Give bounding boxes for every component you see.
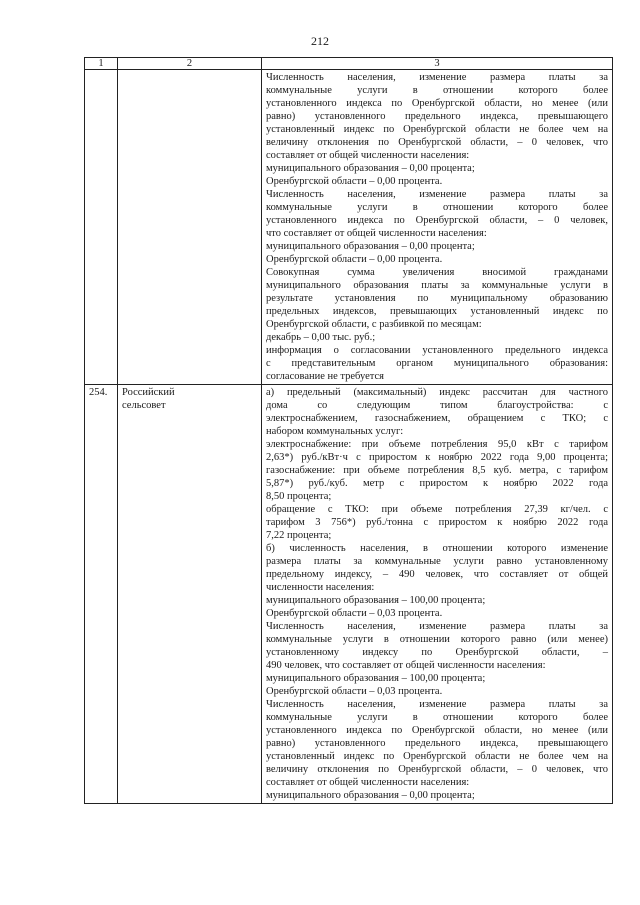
- description-line: размера платы за коммунальные услуги равно установленному: [266, 556, 608, 567]
- description-line: муниципального образования – 100,00 процента;: [266, 673, 486, 684]
- description-line: Оренбургской области – 0,03 процента.: [266, 686, 443, 697]
- description-line: 5,87*) руб./куб. метр с приростом к ноябрю 2022 года: [266, 478, 608, 489]
- description-line: величину отклонения по Оренбургской области, – 0 человек, что: [266, 137, 608, 148]
- row-number-cell: [85, 70, 118, 385]
- table-row: [85, 70, 613, 385]
- table-header-row: [85, 58, 613, 70]
- description-line: газоснабжение: при объеме потребления 8,5 куб. метра, с тарифом: [266, 465, 608, 476]
- row-number-cell: [85, 385, 118, 804]
- description-line: 2,63*) руб./кВт·ч с приростом к ноябрю 2022 года 9,00 процента;: [266, 452, 608, 463]
- description-line: набором коммунальных услуг:: [266, 426, 404, 437]
- description-line: что составляет от общей численности населения:: [266, 228, 487, 239]
- description-line: Численность населения, изменение размера платы за: [266, 621, 608, 632]
- description-line: величину отклонения по Оренбургской области, – 0 человек, что: [266, 764, 608, 775]
- description-line: а) предельный (максимальный) индекс рассчитан для частного: [266, 387, 608, 398]
- description-line: муниципального образования – 100,00 процента;: [266, 595, 486, 606]
- index-description-cell: [262, 70, 613, 385]
- description-line: результате установления по муниципальному образованию: [266, 293, 608, 304]
- description-line: равно) установленного предельного индекса, превышающего: [266, 738, 608, 749]
- description-line: декабрь – 0,00 тыс. руб.;: [266, 332, 376, 343]
- municipality-name-cell: [118, 385, 262, 804]
- description-line: электроснабжением, газоснабжением, обращением с ТКО; с: [266, 413, 608, 424]
- municipality-name-cell: [118, 70, 262, 385]
- description-line: Оренбургской области – 0,00 процента.: [266, 254, 443, 265]
- description-line: установленный индекс по Оренбургской области не более чем на: [266, 751, 608, 762]
- table-row: [85, 385, 613, 804]
- page-number: 212: [311, 34, 329, 48]
- description-line: коммунальные услуги в отношении которого более: [266, 712, 608, 723]
- description-line: установленному индексу по Оренбургской области, –: [266, 647, 608, 658]
- description-line: Оренбургской области, с разбивкой по месяцам:: [266, 319, 482, 330]
- description-line: муниципального образования – 0,00 процента;: [266, 790, 475, 801]
- description-line: 490 человек, что составляет от общей численности населения:: [266, 660, 546, 671]
- description-line: тарифом 3 756*) руб./тонна с приростом к ноябрю 2022 года: [266, 517, 608, 528]
- description-line: коммунальные услуги в отношении которого равно (или менее): [266, 634, 608, 645]
- header-col-3: 3: [262, 58, 613, 70]
- description-line: Численность населения, изменение размера платы за: [266, 72, 608, 83]
- municipality-index-table: [84, 57, 613, 804]
- description-line: коммунальные услуги в отношении которого более: [266, 85, 608, 96]
- description-line: с представительным органом муниципального образования:: [266, 358, 608, 369]
- municipality-name-line: сельсовет: [122, 400, 166, 411]
- description-line: обращение с ТКО: при объеме потребления 27,39 кг/чел. с: [266, 504, 608, 515]
- description-line: равно) установленного предельного индекса, превышающего: [266, 111, 608, 122]
- municipality-name-line: Российский: [122, 387, 175, 398]
- description-line: информация о согласовании установленного предельного индекса: [266, 345, 608, 356]
- description-line: 7,22 процента;: [266, 530, 332, 541]
- description-line: установленного индекса по Оренбургской области, – 0 человек,: [266, 215, 608, 226]
- description-line: Оренбургской области – 0,03 процента.: [266, 608, 443, 619]
- header-col-1: 1: [85, 58, 118, 70]
- description-line: Численность населения, изменение размера платы за: [266, 189, 608, 200]
- description-line: предельному индексу, – 490 человек, что составляет от общей: [266, 569, 608, 580]
- description-line: численности населения:: [266, 582, 375, 593]
- header-col-2: 2: [118, 58, 262, 70]
- description-line: установленного индекса по Оренбургской области, но менее (или: [266, 725, 608, 736]
- description-line: предельных индексов, превышающих установленный индекс по: [266, 306, 608, 317]
- description-line: муниципального образования платы за коммунальные услуги в: [266, 280, 608, 291]
- description-line: муниципального образования – 0,00 процента;: [266, 241, 475, 252]
- row-number: 254.: [89, 387, 108, 398]
- description-line: дома со следующим типом благоустройства: с: [266, 400, 608, 411]
- description-line: электроснабжение: при объеме потребления 95,0 кВт с тарифом: [266, 439, 608, 450]
- description-line: составляет от общей численности населения:: [266, 150, 470, 161]
- description-line: Численность населения, изменение размера платы за: [266, 699, 608, 710]
- description-line: Оренбургской области – 0,00 процента.: [266, 176, 443, 187]
- index-description-cell: [262, 385, 613, 804]
- description-line: 8,50 процента;: [266, 491, 332, 502]
- description-line: согласование не требуется: [266, 371, 384, 382]
- description-line: б) численность населения, в отношении которого изменение: [266, 543, 608, 554]
- description-line: составляет от общей численности населения:: [266, 777, 470, 788]
- description-line: установленного индекса по Оренбургской области, но менее (или: [266, 98, 608, 109]
- description-line: Совокупная сумма увеличения вносимой гражданами: [266, 267, 608, 278]
- description-line: коммунальные услуги в отношении которого более: [266, 202, 608, 213]
- description-line: муниципального образования – 0,00 процента;: [266, 163, 475, 174]
- description-line: установленный индекс по Оренбургской области не более чем на: [266, 124, 608, 135]
